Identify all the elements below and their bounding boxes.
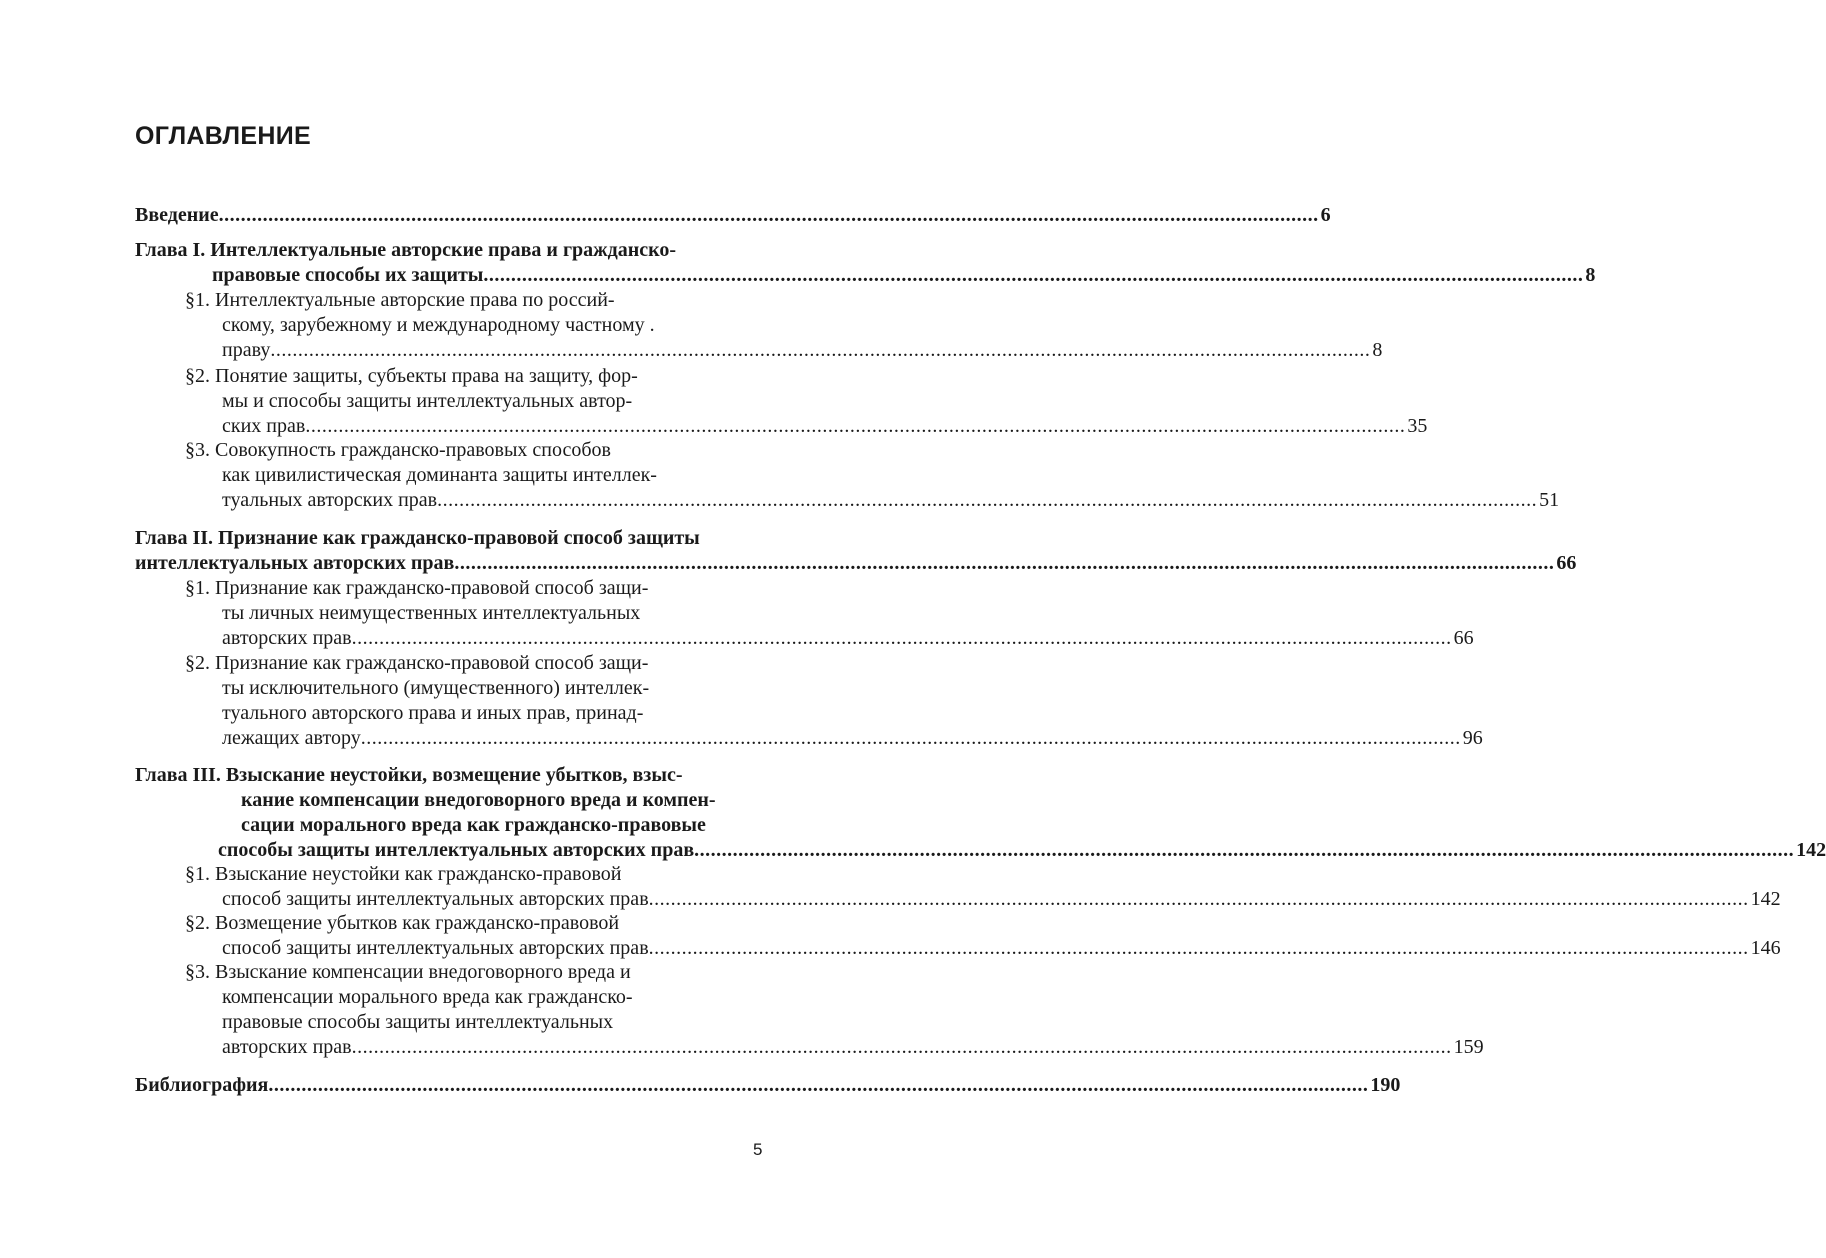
toc-entry-text: праву [222, 339, 271, 361]
toc-entry-line-last [222, 338, 1383, 363]
toc-entry-text: Введение [135, 204, 219, 226]
toc-entry-line [222, 701, 643, 726]
dot-leader: ........................................................................................................................................................................................................ [270, 339, 1371, 361]
toc-entry-line-last [218, 838, 1826, 863]
toc-entry-line-last [212, 263, 1596, 288]
toc-entry-text: туального авторского права и иных прав, принад- [222, 702, 644, 724]
toc-entry-text: Глава II. Признание как гражданско-правовой способ защиты [135, 527, 700, 549]
toc-entry-line [222, 313, 655, 338]
toc-entry-text: §1. Взыскание неустойки как гражданско-правовой [185, 863, 622, 885]
toc-entry-line [222, 676, 649, 701]
toc-entry-line [222, 389, 632, 414]
dot-leader: ........................................................................................................................................................................................................ [648, 937, 1749, 959]
page-title: ОГЛАВЛЕНИЕ [135, 122, 311, 150]
toc-entry-line [222, 463, 657, 488]
toc-entry-line-last [222, 1035, 1484, 1060]
toc-entry-text: §2. Признание как гражданско-правовой способ защи- [185, 652, 649, 674]
toc-entry-text: туальных авторских прав [222, 489, 438, 511]
toc-page-number: 66 [1453, 627, 1474, 649]
toc-entry-line [135, 526, 700, 551]
dot-leader: ........................................................................................................................................................................................................ [648, 888, 1749, 910]
toc-entry-line-last [222, 887, 1781, 912]
toc-entry-text: компенсации морального вреда как гражданско- [222, 986, 633, 1008]
dot-leader: ........................................................................................................................................................................................................ [305, 415, 1406, 437]
toc-entry-text: §1. Интеллектуальные авторские права по россий- [185, 289, 615, 311]
toc-entry-text: мы и способы защиты интеллектуальных автор- [222, 390, 633, 412]
dot-leader: ........................................................................................................................................................................................................ [351, 627, 1452, 649]
toc-entry-line [185, 576, 648, 601]
toc-page-number: 8 [1372, 339, 1383, 361]
toc-entry-text: как цивилистическая доминанта защиты интеллек- [222, 464, 657, 486]
toc-page-number: 35 [1407, 415, 1428, 437]
toc-entry-text: кание компенсации внедоговорного вреда и компен- [241, 789, 716, 811]
toc-entry-text: интеллектуальных авторских прав [135, 552, 455, 574]
toc-entry-text: §2. Понятие защиты, субъекты права на защиту, фор- [185, 365, 638, 387]
toc-entry-text: способ защиты интеллектуальных авторских прав [222, 888, 649, 910]
toc-entry-line-last [222, 414, 1428, 439]
toc-page-number: 146 [1750, 937, 1781, 959]
toc-entry-line [241, 788, 716, 813]
toc-entry-text: правовые способы их защиты [212, 264, 484, 286]
toc-entry-text: способы защиты интеллектуальных авторских прав [218, 839, 695, 861]
toc-entry-text: §3. Взыскание компенсации внедоговорного вреда и [185, 961, 631, 983]
toc-entry-line [185, 960, 631, 985]
toc-entry-text: Библиография [135, 1074, 269, 1096]
toc-entry-line [222, 1010, 613, 1035]
toc-entry-text: §2. Возмещение убытков как гражданско-правовой [185, 912, 620, 934]
toc-entry-text: ских прав [222, 415, 306, 437]
toc-entry-line [135, 238, 676, 263]
toc-page-number: 8 [1585, 264, 1596, 286]
dot-leader: ........................................................................................................................................................................................................ [218, 204, 1319, 226]
toc-entry-text: сации морального вреда как гражданско-правовые [241, 814, 706, 836]
toc-entry-line [185, 288, 615, 313]
toc-entry-text: скому, зарубежному и международному частному . [222, 314, 655, 336]
toc-entry-text: §3. Совокупность гражданско-правовых способов [185, 439, 611, 461]
toc-entry-text: ты личных неимущественных интеллектуальных [222, 602, 641, 624]
toc-entry-text: лежащих автору [222, 727, 361, 749]
toc-entry-line-last [222, 626, 1474, 651]
toc-entry-line [135, 763, 682, 788]
toc-page-number: 51 [1539, 489, 1560, 511]
toc-entry-line-last [222, 726, 1483, 751]
toc-entry-line-last [135, 551, 1577, 576]
toc-entry-line [185, 364, 638, 389]
dot-leader: ........................................................................................................................................................................................................ [351, 1036, 1452, 1058]
toc-page-number: 190 [1370, 1074, 1401, 1096]
toc-entry-line-last [135, 1073, 1401, 1098]
toc-entry-text: авторских прав [222, 1036, 352, 1058]
dot-leader: ........................................................................................................................................................................................................ [694, 839, 1795, 861]
toc-entry-text: способ защиты интеллектуальных авторских прав [222, 937, 649, 959]
toc-entry-line [185, 862, 621, 887]
toc-entry-line [241, 813, 706, 838]
toc-page-number: 6 [1320, 204, 1331, 226]
toc-page-number: 96 [1462, 727, 1483, 749]
toc-entry-line [222, 601, 640, 626]
toc-page-number: 142 [1750, 888, 1781, 910]
toc-entry-text: правовые способы защиты интеллектуальных [222, 1011, 614, 1033]
dot-leader: ........................................................................................................................................................................................................ [483, 264, 1584, 286]
toc-entry-line-last [135, 203, 1331, 228]
toc-entry-text: Глава I. Интеллектуальные авторские права и гражданско- [135, 239, 677, 261]
toc-entry-text: авторских прав [222, 627, 352, 649]
dot-leader: ........................................................................................................................................................................................................ [454, 552, 1555, 574]
toc-entry-line-last [222, 488, 1560, 513]
toc-entry-text: §1. Признание как гражданско-правовой способ защи- [185, 577, 649, 599]
toc-page-number: 142 [1796, 839, 1826, 861]
dot-leader: ........................................................................................................................................................................................................ [360, 727, 1461, 749]
toc-page-number: 66 [1556, 552, 1577, 574]
toc-entry-line [222, 985, 633, 1010]
page-number: 5 [753, 1140, 763, 1159]
dot-leader: ........................................................................................................................................................................................................ [437, 489, 1538, 511]
toc-entry-text: Глава III. Взыскание неустойки, возмещение убытков, взыс- [135, 764, 683, 786]
toc-entry-line [185, 911, 619, 936]
dot-leader: ........................................................................................................................................................................................................ [268, 1074, 1369, 1096]
toc-entry-line-last [222, 936, 1781, 961]
toc-entry-text: ты исключительного (имущественного) интеллек- [222, 677, 650, 699]
toc-entry-line [185, 438, 611, 463]
toc-entry-line [185, 651, 648, 676]
toc-page-number: 159 [1453, 1036, 1484, 1058]
